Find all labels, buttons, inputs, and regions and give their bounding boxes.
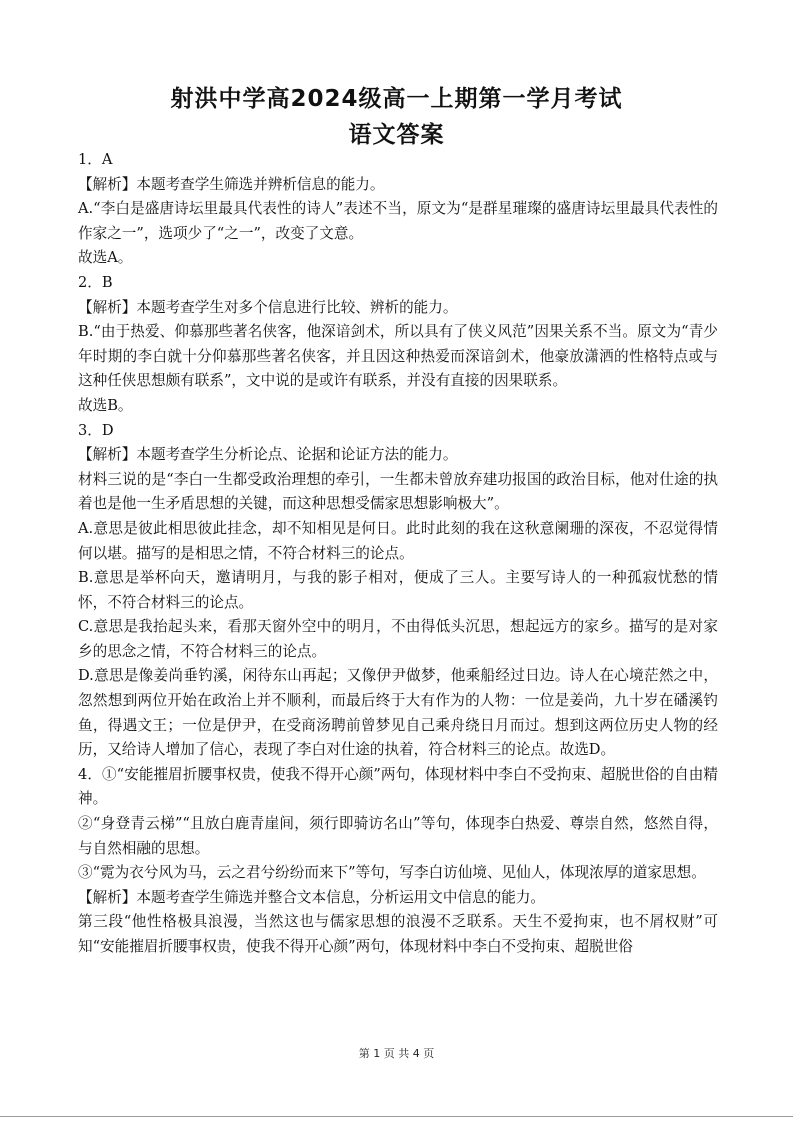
answer-3-option-b: B.意思是举杯向天，邀请明月，与我的影子相对，便成了三人。主要写诗人的一种孤寂忧愁的情怀，不符合材料三的论点。 [78,569,718,611]
answer-2-label: 2．B [78,273,113,291]
answer-4-explanation: 第三段“他性格极具浪漫，当然这也与儒家思想的浪漫不乏联系。天生不爱拘束，也不屑权财”可知“安能摧眉折腰事权贵，使我不得开心颜”两句，体现材料中李白不受拘束、超脱世俗 [78,913,718,955]
answer-1-label: 1．A [78,151,113,168]
document-title: 射洪中学高2024级高一上期第一学月考试 [170,86,623,112]
page-number: 第 1 页 共 4 页 [358,1047,435,1060]
answer-4-point-2: ②“身登青云梯”“且放白鹿青崖间，须行即骑访名山”等句，体现李白热爱、尊崇自然，悠然自得，与自然相融的思想。 [78,815,718,857]
answer-3-option-a: A.意思是彼此相思彼此挂念，却不知相见是何日。此时此刻的我在这秋意阑珊的深夜，不忍觉得情何以堪。描写的是相思之情，不符合材料三的论点。 [78,519,718,562]
answer-2-conclusion: 故选B。 [78,396,133,414]
answer-3-option-d: D.意思是像姜尚垂钓溪，闲待东山再起；又像伊尹做梦，他乘船经过日边。诗人在心境茫然之中，忽然想到两位开始在政治上并不顺利，而最后终于大有作为的人物：一位是姜尚，九十岁在磻溪钓鱼，得遇文王；一位是伊尹，在受商汤聘前曾梦见自己乘舟绕日月而过。想到这两位历史人物的经历，又给诗人增加了信心，表现了李白对仕途的执着，符合材料三的论点。故选D。 [78,667,718,759]
answer-1-conclusion: 故选A。 [78,249,133,267]
answer-3-label: 3．D [78,421,114,439]
answer-1-explanation: A.“李白是盛唐诗坛里最具代表性的诗人”表述不当，原文为“是群星璀璨的盛唐诗坛里最具代表性的作家之一”，选项少了“之一”，改变了文意。 [78,200,718,242]
answer-body [78,148,718,960]
answer-3-material: 材料三说的是“李白一生都受政治理想的牵引，一生都未曾放弃建功报国的政治目标，他对仕途的执着也是他一生矛盾思想的关键，而这种思想受儒家思想影响极大”。 [78,470,718,513]
answer-3-option-c: C.意思是我抬起头来，看那天窗外空中的明月，不由得低头沉思，想起远方的家乡。描写的是对家乡的思念之情，不符合材料三的论点。 [78,618,718,660]
document-subtitle: 语文答案 [348,122,445,148]
answer-2-analysis: 【解析】本题考查学生对多个信息进行比较、辨析的能力。 [78,298,458,316]
answer-3-analysis: 【解析】本题考查学生分析论点、论据和论证方法的能力。 [78,446,458,464]
answer-4-point-3: ③“霓为衣兮风为马，云之君兮纷纷而来下”等句，写李白访仙境、见仙人，体现浓厚的道家思想。 [78,864,706,882]
answer-4-point-1: 4．①“安能摧眉折腰事权贵，使我不得开心颜”两句，体现材料中李白不受拘束、超脱世俗的自由精神。 [78,765,718,808]
answer-2-explanation: B.“由于热爱、仰慕那些著名侠客，他深谙剑术，所以具有了侠义风范”因果关系不当。原文为“青少年时期的李白就十分仰慕那些著名侠客，并且因这种热爱而深谙剑术，他豪放潇洒的性格特点或与这种任侠思想颇有联系”，文中说的是或许有联系，并没有直接的因果联系。 [78,323,718,390]
page-bottom-divider [0,1116,793,1117]
answer-4-analysis: 【解析】本题考查学生筛选并整合文本信息，分析运用文中信息的能力。 [78,888,546,906]
answer-1-analysis: 【解析】本题考查学生筛选并辨析信息的能力。 [78,175,385,193]
